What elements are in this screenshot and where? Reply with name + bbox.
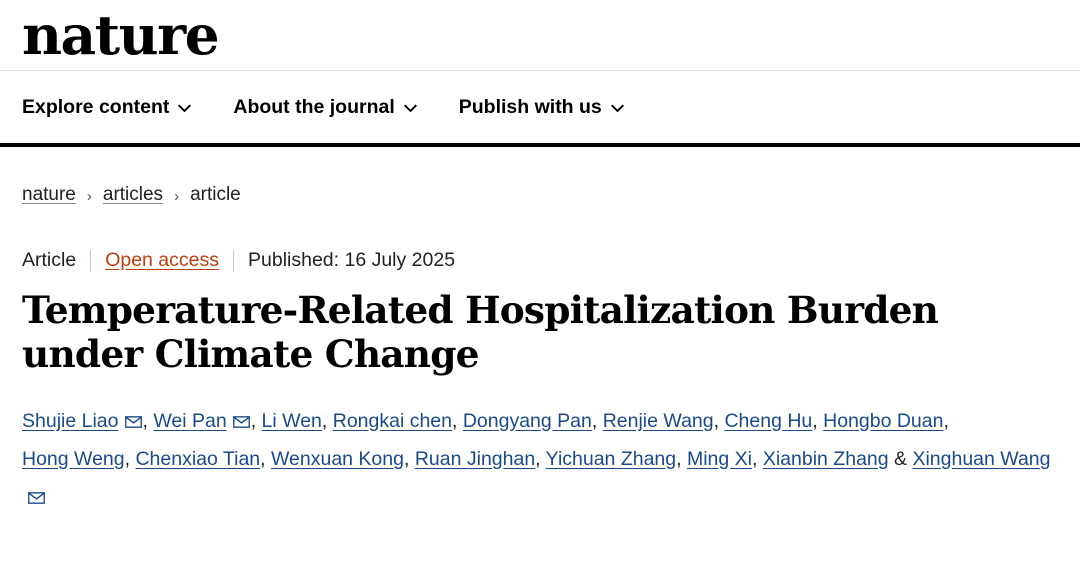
author-link[interactable]: Rongkai chen	[332, 409, 452, 432]
envelope-icon[interactable]	[125, 416, 142, 428]
published-date: Published: 16 July 2025	[248, 249, 456, 271]
author-separator-comma: ,	[752, 447, 763, 470]
page-title: Temperature-Related Hospitalization Burden under Climate Change	[22, 288, 939, 377]
author-separator-comma: ,	[451, 409, 463, 432]
author-link[interactable]: Wenxuan Kong	[270, 447, 404, 470]
author-link[interactable]: Cheng Hu	[724, 409, 813, 432]
author-separator-comma: ,	[676, 447, 687, 470]
author-separator-amp: &	[888, 447, 913, 470]
chevron-down-icon	[178, 102, 191, 115]
author-link[interactable]: Ming Xi	[686, 447, 752, 470]
author-separator-comma: ,	[250, 409, 262, 432]
author-link[interactable]: Xianbin Zhang	[762, 447, 889, 470]
author-separator-comma: ,	[403, 447, 415, 470]
article-type-label: Article	[22, 249, 77, 271]
author-separator-comma: ,	[321, 409, 333, 432]
author-link[interactable]: Wei Pan	[153, 409, 227, 432]
author-link[interactable]: Yichuan Zhang	[545, 447, 677, 470]
meta-divider	[233, 250, 234, 272]
breadcrumb-separator-icon: ›	[174, 187, 180, 205]
breadcrumb-item-article: article	[190, 184, 241, 205]
author-list	[0, 402, 1080, 516]
author-separator-comma: ,	[812, 409, 824, 432]
author-separator-comma: ,	[142, 409, 154, 432]
author-separator-comma: ,	[124, 447, 136, 470]
nav-item-label: Explore content	[22, 95, 170, 118]
nav-item-publish-with-us[interactable]	[459, 96, 624, 119]
author-link[interactable]: Xinghuan Wang	[912, 447, 1051, 470]
breadcrumb	[0, 184, 1080, 206]
nav-item-label: About the journal	[233, 95, 395, 118]
author-link[interactable]: Hong Weng	[22, 447, 125, 470]
breadcrumb-item-articles[interactable]: articles	[102, 184, 164, 205]
author-link[interactable]: Ruan Jinghan	[414, 447, 536, 470]
article-meta	[0, 249, 1080, 272]
envelope-icon[interactable]	[28, 492, 45, 504]
open-access-link[interactable]: Open access	[105, 249, 219, 271]
primary-navigation	[0, 71, 1080, 147]
nav-item-explore-content[interactable]	[22, 96, 191, 119]
author-link[interactable]: Renjie Wang	[602, 409, 714, 432]
author-link[interactable]: Shujie Liao	[22, 409, 119, 432]
author-separator-comma: ,	[260, 447, 271, 470]
site-masthead	[0, 0, 1080, 71]
author-link[interactable]: Dongyang Pan	[462, 409, 592, 432]
author-separator-comma: ,	[535, 447, 546, 470]
meta-divider	[90, 250, 91, 272]
nature-logo[interactable]: nature	[22, 3, 219, 67]
author-separator-comma: ,	[591, 409, 603, 432]
author-link[interactable]: Li Wen	[261, 409, 322, 432]
chevron-down-icon	[611, 102, 624, 115]
author-link[interactable]: Chenxiao Tian	[135, 447, 261, 470]
nav-item-label: Publish with us	[458, 95, 602, 118]
breadcrumb-item-nature[interactable]: nature	[22, 184, 76, 205]
author-link[interactable]: Hongbo Duan	[823, 409, 944, 432]
author-separator-comma: ,	[713, 409, 725, 432]
envelope-icon[interactable]	[233, 416, 250, 428]
nav-item-about-the-journal[interactable]	[233, 96, 416, 119]
chevron-down-icon	[404, 102, 417, 115]
breadcrumb-separator-icon: ›	[86, 187, 92, 205]
author-separator-comma: ,	[943, 409, 949, 432]
